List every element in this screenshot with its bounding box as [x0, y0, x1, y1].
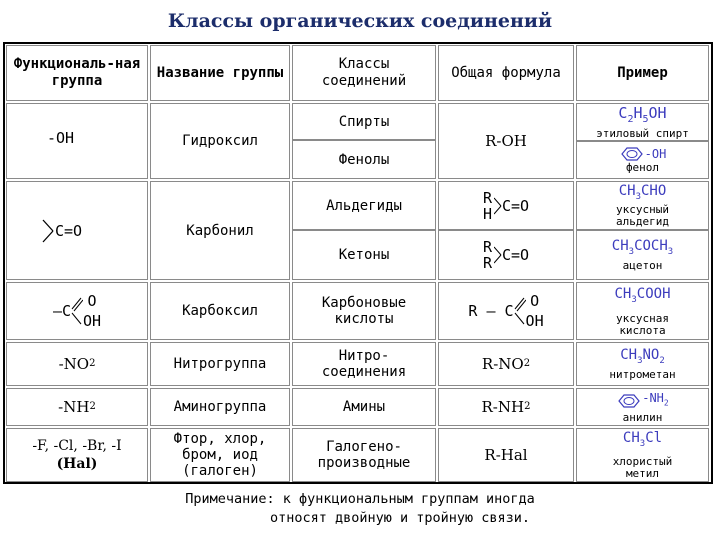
- example-acetic-acid: [576, 282, 709, 340]
- carboxyl-bond-icon: [71, 292, 83, 330]
- example-aniline: [576, 388, 709, 426]
- example-nitromethane-formula: $CH_3NO_2$: [620, 346, 665, 366]
- name-nitro: Нитрогруппа: [150, 342, 290, 386]
- example-acetone-formula: $CH_3COCH_3$: [611, 238, 674, 257]
- name-halogen: Фтор, хлор, бром, иод (галоген): [150, 428, 290, 482]
- aldehyde-h: H: [482, 204, 492, 223]
- aldehyde-co: C=O: [501, 196, 530, 215]
- formula-aldehyde: [438, 181, 574, 230]
- name-hydroxyl: Гидроксил: [150, 103, 290, 179]
- class-phenols: Фенолы: [292, 140, 436, 179]
- example-aniline-name: анилин: [622, 410, 663, 424]
- header-general-formula: Общая формула: [438, 45, 574, 101]
- name-carbonyl: Карбонил: [150, 181, 290, 280]
- example-acetaldehyde: [576, 181, 709, 230]
- phenol-oh-label: -OH: [644, 147, 667, 161]
- example-acetic-acid-name: уксусная кислота: [616, 311, 669, 337]
- example-acetaldehyde-formula: $CH_3CHO$: [618, 182, 667, 202]
- formula-hydroxyl: R-OH: [438, 103, 574, 179]
- footnote-line-2: относят двойную и тройную связи.: [269, 510, 531, 526]
- example-phenol: [576, 141, 709, 179]
- example-methyl-chloride-formula: $CH_3Cl$: [622, 430, 663, 449]
- class-ketones: Кетоны: [292, 230, 436, 280]
- carboxyl-o: O: [87, 292, 97, 310]
- class-nitro-compounds: Нитро-соединения: [292, 342, 436, 386]
- carboxyl-formula-prefix: R – C: [468, 302, 514, 320]
- header-group-name: Название группы: [150, 45, 290, 101]
- example-acetic-acid-formula: $CH_3COOH$: [614, 286, 671, 305]
- name-amino: Аминогруппа: [150, 388, 290, 426]
- example-methyl-chloride: [576, 428, 709, 482]
- formula-halogen: R-Hal: [438, 428, 574, 482]
- example-aniline-formula: [616, 390, 669, 411]
- formula-ketone: [438, 230, 574, 280]
- benzene-ring-icon: [616, 393, 642, 409]
- footnote: [0, 490, 720, 528]
- header-compound-class: Классы соединений: [292, 45, 436, 101]
- example-acetaldehyde-name: уксусный альдегид: [616, 203, 669, 229]
- aldehyde-r: R: [482, 188, 492, 207]
- formula-amino: R-NH 2: [438, 388, 574, 426]
- formula-carboxyl: [438, 282, 574, 340]
- class-carboxylic-acids: Карбоновые кислоты: [292, 282, 436, 340]
- footnote-line-1: Примечание: к функциональным группам иногда: [185, 491, 535, 507]
- example-nitromethane: [576, 342, 709, 386]
- example-ethanol: [576, 103, 709, 141]
- example-ethanol-formula: $C_2H_5OH$: [618, 103, 667, 125]
- class-aldehydes: Альдегиды: [292, 181, 436, 230]
- group-hydroxyl: -OH: [6, 103, 148, 179]
- ketone-bond-icon: [494, 241, 502, 269]
- class-alcohols: Спирты: [292, 103, 436, 140]
- ketone-co: C=O: [501, 246, 530, 264]
- example-methyl-chloride-name: хлористый метил: [612, 454, 673, 480]
- header-functional-group: Функциональ-ная группа: [6, 45, 148, 101]
- page-title: Классы органических соединений: [167, 10, 553, 32]
- carboxyl-prefix: –C: [52, 302, 71, 320]
- example-phenol-name: фенол: [625, 161, 660, 174]
- carboxyl-formula-o: O: [530, 292, 540, 310]
- carbonyl-group-label: C=O: [55, 221, 83, 240]
- group-amino: -NH 2: [6, 388, 148, 426]
- formula-nitro: R-NO 2: [438, 342, 574, 386]
- ketone-r1: R: [482, 238, 492, 256]
- name-carboxyl: Карбоксил: [150, 282, 290, 340]
- example-ethanol-name: этиловый спирт: [596, 126, 689, 140]
- example-phenol-formula: [619, 146, 667, 162]
- aldehyde-bond-icon: [494, 192, 502, 220]
- ketone-r2: R: [482, 254, 492, 272]
- group-carboxyl: [6, 282, 148, 340]
- carboxyl-oh: OH: [83, 312, 102, 330]
- example-nitromethane-name: нитрометан: [609, 368, 676, 382]
- example-acetone-name: ацетон: [622, 258, 663, 272]
- aniline-nh2-label: $-NH_2$: [642, 391, 669, 408]
- example-acetone: [576, 230, 709, 280]
- group-nitro: -NO 2: [6, 342, 148, 386]
- carbonyl-bond-icon: [41, 218, 55, 244]
- group-halogen: [6, 428, 148, 482]
- carboxyl-formula-bond-icon: [514, 292, 526, 330]
- group-carbonyl: [6, 181, 148, 280]
- halogen-group-list: -F, -Cl, -Br, -I: [32, 438, 122, 454]
- benzene-ring-icon: [619, 146, 645, 162]
- halogen-group-note: (Hal): [56, 456, 98, 472]
- class-amines: Амины: [292, 388, 436, 426]
- header-example: Пример: [576, 45, 709, 101]
- carboxyl-formula-oh: OH: [525, 312, 544, 330]
- class-halogen-derivatives: Галогено-производные: [292, 428, 436, 482]
